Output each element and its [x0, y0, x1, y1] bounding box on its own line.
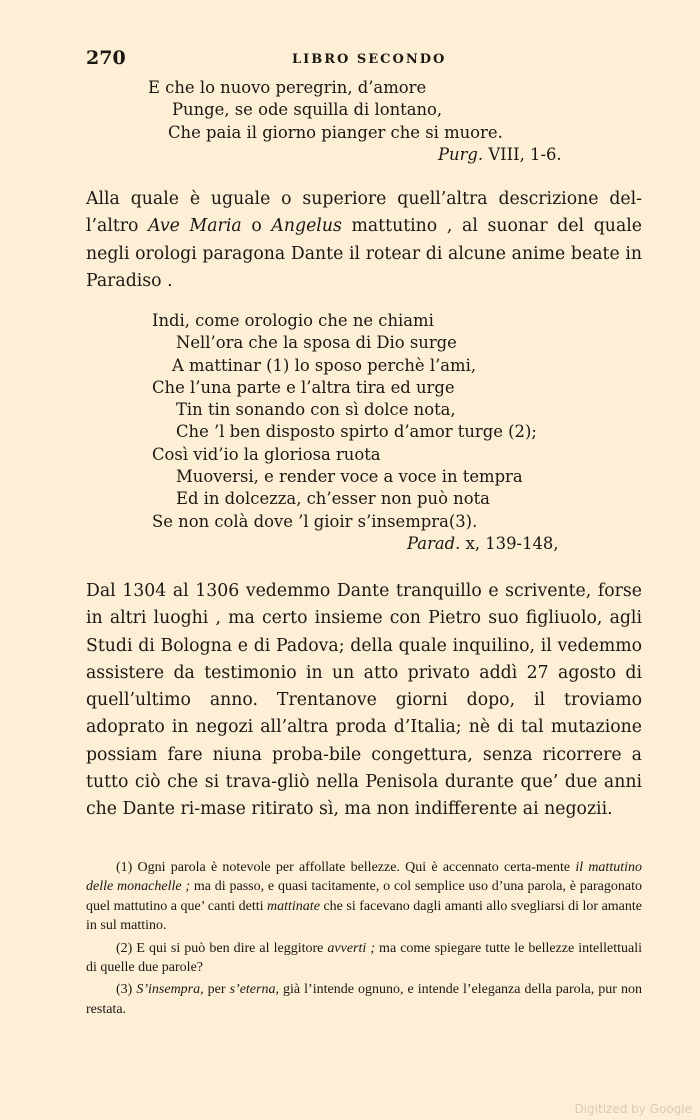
citation-ref: x, 139-148,: [460, 533, 559, 553]
running-head: LIBRO SECONDO: [292, 52, 447, 67]
verse-line: Ed in dolcezza, ch’esser non può nota: [176, 489, 490, 509]
italic-run: Ave Maria: [148, 216, 242, 237]
verse-line: Muoversi, e render voce a voce in tempra: [176, 467, 523, 487]
verse-line: Se non colà dove ’l gioir s’insempra(3).: [152, 511, 478, 531]
verse-quotation-purgatorio: [148, 77, 562, 166]
text-run: ma di passo, e quasi tacitamente, o col semplice uso d’una parola, è paragonato quel mattutino a que’ canti detti: [86, 879, 642, 914]
italic-run: Angelus: [271, 216, 342, 237]
verse-line: Indi, come orologio che ne chiami: [152, 311, 434, 330]
scan-watermark: Digitized by Google: [574, 1102, 692, 1116]
citation-work: Purg.: [438, 144, 484, 164]
text-run: (1) Ogni parola è notevole per affollate bellezze. Qui è accennato certa-mente: [116, 860, 576, 875]
footnotes: [86, 858, 642, 1022]
verse-quotation-paradiso: [152, 310, 559, 555]
text-run: ma come spiegare tutte le bellezze intellettuali di quelle due parole?: [86, 940, 643, 976]
verse-line: A mattinar (1) lo sposo perchè l’ami,: [172, 355, 477, 375]
verse-citation: [148, 144, 562, 166]
text-run: (2) E qui si può ben dire al leggitore: [116, 940, 328, 956]
text-run: Alla quale è uguale o superiore quell’altra descrizione del-l’altro: [86, 189, 642, 237]
text-run: o: [241, 216, 272, 237]
italic-run: avverti ;: [327, 940, 375, 956]
footnote-1: [86, 858, 642, 936]
footnote-3: [86, 980, 642, 1019]
text-run: (3): [116, 982, 137, 998]
page-number: 270: [86, 47, 126, 69]
italic-run: il mattutino delle monachelle ;: [86, 860, 642, 895]
text-run: già l’intende ognuno, e intende l’eleganza della parola, pur non restata.: [86, 982, 642, 1017]
paragraph-descrizione: [86, 186, 642, 295]
italic-run: S’insempra,: [136, 982, 204, 998]
text-run: per: [203, 982, 230, 998]
verse-line: Che paia il giorno pianger che si muore.: [168, 122, 503, 142]
italic-run: s’eterna,: [229, 982, 279, 998]
verse-line: Che ’l ben disposto spirto d’amor turge (2);: [176, 422, 537, 442]
paragraph-dal-1304: Dal 1304 al 1306 vedemmo Dante tranquillo e scrivente, forse in altri luoghi , ma certo insieme con Pietro suo figliuolo, agli Studi di Bologna e di Padova; della quale inquilino, il vedemmo assistere da testimonio in un atto privato addì 27 agosto di quell’ultimo anno. Trentanove giorni dopo, il troviamo adoprato in negozi all’altra proda d’Italia; nè di tal mutazione possiam fare niuna proba-bile congettura, senza ricorrere a tutto ciò che si trava-gliò nella Penisola durante que’ due anni che Dante ri-mase ritirato sì, ma non indifferente ai negozii.: [86, 581, 642, 820]
verse-line: Così vid’io la gloriosa ruota: [152, 444, 381, 464]
verse-citation: [152, 533, 559, 555]
text-run: mattutino , al suonar del quale negli orologi paragona Dante il rotear di alcune anime beate in Paradiso .: [86, 216, 642, 291]
verse-line: Punge, se ode squilla di lontano,: [172, 100, 443, 120]
citation-ref: VIII, 1-6.: [483, 144, 562, 164]
footnote-2: [86, 939, 642, 978]
verse-line: E che lo nuovo peregrin, d’amore: [148, 78, 427, 97]
verse-line: Nell’ora che la sposa di Dio surge: [176, 333, 457, 353]
citation-work: Parad.: [407, 533, 461, 553]
italic-run: mattinate: [267, 898, 320, 914]
text-run: che si facevano dagli amanti allo svegliarsi di lor amante in sul mattino.: [86, 898, 643, 934]
verse-line: Tin tin sonando con sì dolce nota,: [176, 400, 456, 420]
verse-line: Che l’una parte e l’altra tira ed urge: [152, 377, 455, 397]
